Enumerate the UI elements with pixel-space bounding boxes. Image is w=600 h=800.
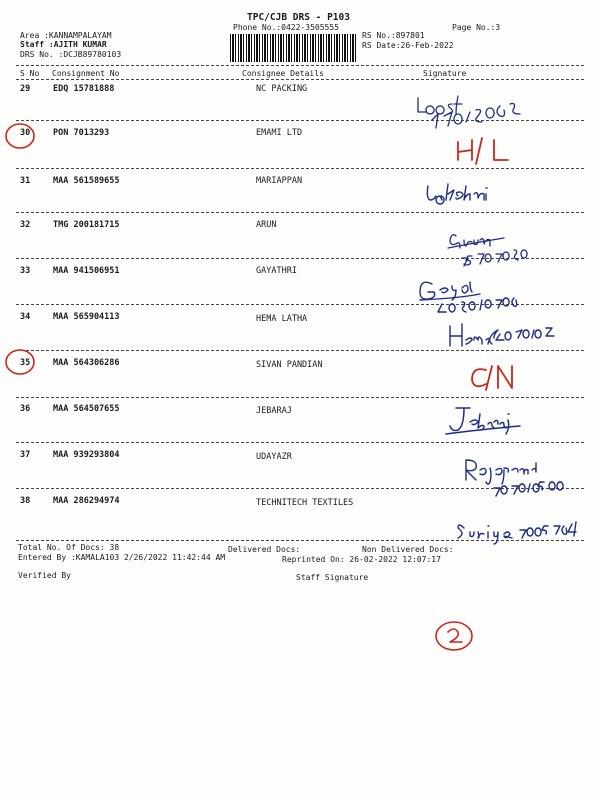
row-sno: 33 (20, 266, 31, 276)
verified-by: Verified By (18, 571, 71, 580)
total-docs: Total No. Of Docs: 38 (18, 543, 120, 552)
row-sno: 34 (20, 312, 31, 322)
row-consignment: TMG 200181715 (53, 220, 120, 230)
row-consignment: MAA 564306286 (53, 358, 120, 368)
signature-34 (450, 324, 554, 346)
page-title: TPC/CJB DRS - P103 (247, 12, 350, 23)
column-header-consignment: Consignment No (52, 69, 120, 78)
phone-number: Phone No.:0422-3505555 (233, 23, 339, 32)
mark-30 (458, 138, 508, 164)
row-consignee: NC PACKING (256, 84, 308, 94)
drs-number: DRS No. :DCJB89780103 (20, 50, 122, 59)
row-sno: 36 (20, 404, 31, 414)
row-sno: 38 (20, 496, 31, 506)
mark-35 (472, 366, 512, 390)
row-sno: 30 (20, 128, 31, 138)
staff-signature: Staff Signature (296, 573, 369, 582)
row-consignment: MAA 939293804 (53, 450, 120, 460)
non-delivered-docs: Non Delivered Docs: (362, 545, 454, 554)
row-sno: 35 (20, 358, 31, 368)
row-consignee: GAYATHRI (256, 266, 297, 276)
area-label: Area :KANNAMPALAYAM (20, 31, 112, 40)
row-consignee: MARIAPPAN (256, 176, 303, 186)
entered-by: Entered By :KAMALA103 2/26/2022 11:42:44 AM (18, 553, 226, 562)
row-consignment: MAA 941506951 (53, 266, 120, 276)
red-circle-35 (6, 350, 34, 374)
row-consignee: EMAMI LTD (256, 128, 303, 138)
column-header-consignee: Consignee Details (242, 69, 324, 78)
signature-36 (446, 408, 520, 434)
page-number: Page No.:3 (452, 23, 501, 32)
sig-29-name (0, 0, 1, 1)
reprinted-on: Reprinted On: 26-02-2022 12:07:17 (282, 555, 441, 564)
signature-38 (458, 522, 576, 544)
delivered-docs: Delivered Docs: (228, 545, 301, 554)
row-consignee: SIVAN PANDIAN (256, 360, 323, 370)
row-consignee: TECHNITECH TEXTILES (256, 498, 354, 508)
column-header-signature: Signature (423, 69, 467, 78)
signature-29 (418, 96, 520, 128)
staff-label: Staff :AJITH KUMAR (20, 40, 107, 49)
red-circle-30 (6, 124, 34, 148)
signature-31 (427, 184, 487, 204)
row-consignment: MAA 286294974 (53, 496, 120, 506)
red-page-mark (436, 622, 472, 650)
row-consignee: HEMA LATHA (256, 314, 308, 324)
row-consignee: ARUN (256, 220, 277, 230)
column-header-sno: S No (20, 69, 40, 78)
rs-date: RS Date:26-Feb-2022 (362, 41, 454, 50)
row-sno: 37 (20, 450, 31, 460)
row-sno: 29 (20, 84, 31, 94)
row-consignment: EDQ 15781888 (53, 84, 115, 94)
row-consignment: MAA 564507655 (53, 404, 120, 414)
signature-33 (420, 282, 517, 312)
row-sno: 32 (20, 220, 31, 230)
signature-32 (448, 235, 527, 266)
row-consignment: MAA 561589655 (53, 176, 120, 186)
row-consignee: JEBARAJ (256, 406, 292, 416)
signature-37 (466, 460, 563, 496)
rs-number: RS No.:897801 (362, 31, 425, 40)
row-consignment: PON 7013293 (53, 128, 110, 138)
row-sno: 31 (20, 176, 31, 186)
row-consignee: UDAYAZR (256, 452, 292, 462)
row-consignment: MAA 565904113 (53, 312, 120, 322)
